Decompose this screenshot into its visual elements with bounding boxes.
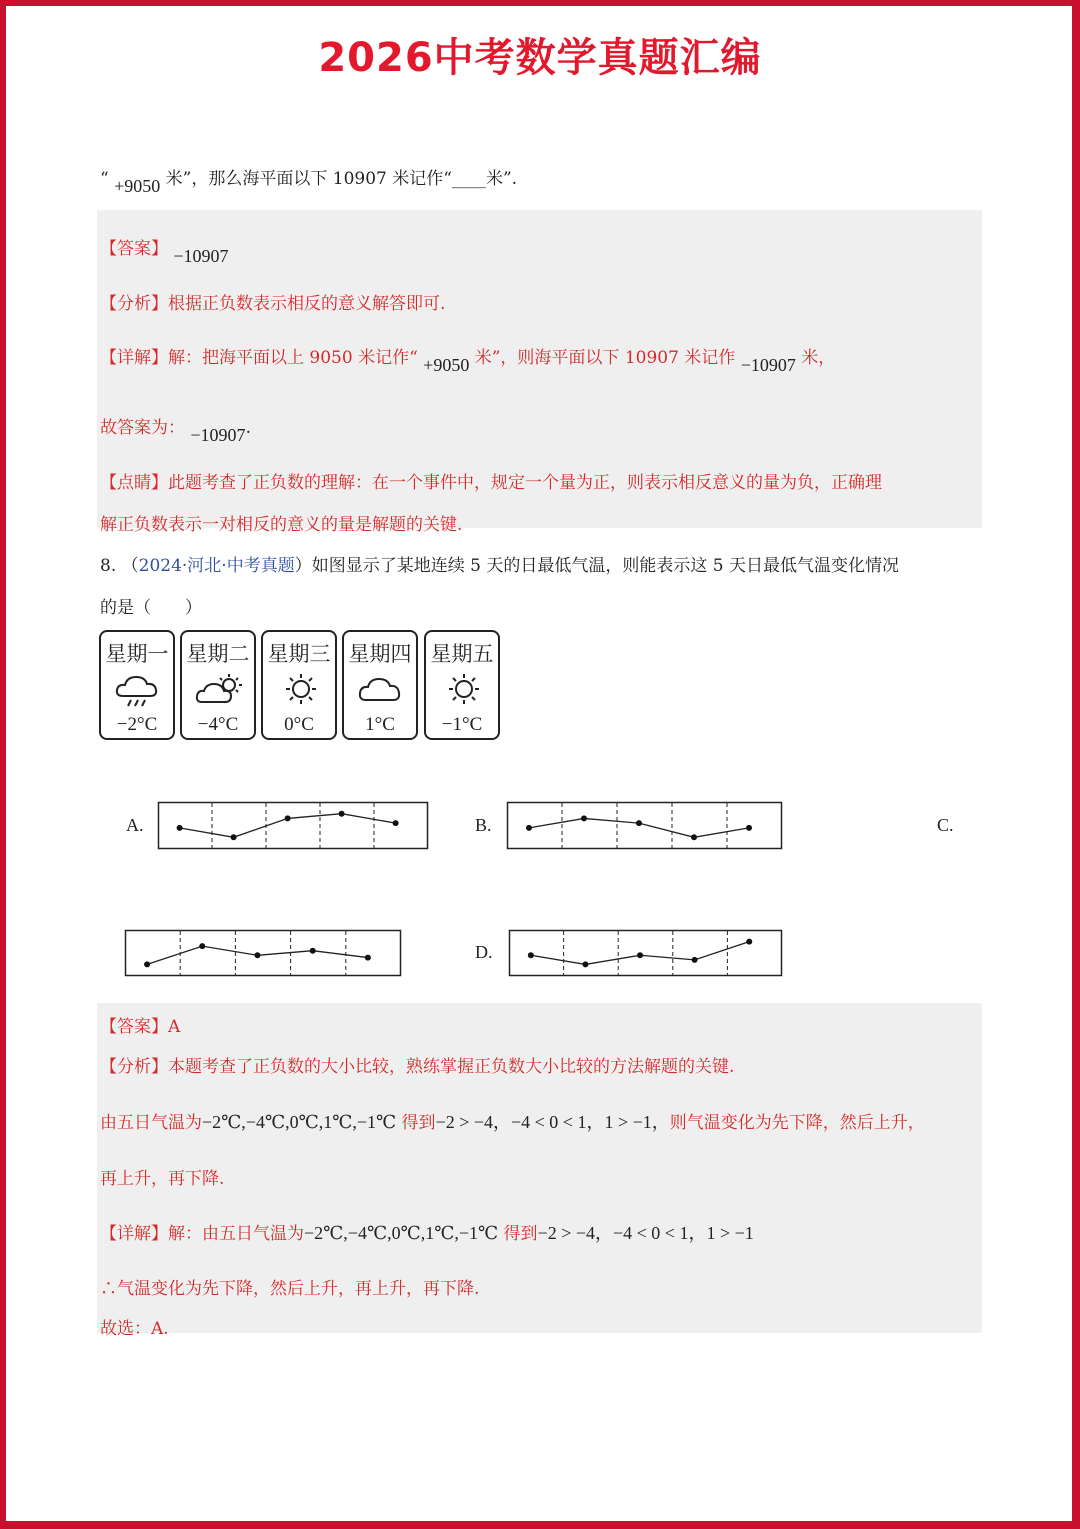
option-c-chart[interactable] <box>125 930 401 976</box>
chart-point <box>144 961 150 967</box>
q8-analysis <box>100 1052 734 1077</box>
weather-temp: 1°C <box>365 714 395 735</box>
detail-tag: 【详解】 <box>100 1224 168 1244</box>
chart-point <box>746 825 752 831</box>
chart-point <box>636 820 642 826</box>
chart-point <box>637 952 643 958</box>
weather-card <box>342 630 418 740</box>
q8-stem-line1 <box>100 551 899 576</box>
rain-cloud-icon <box>114 672 164 710</box>
chart-point <box>310 948 316 954</box>
weather-day: 星期二 <box>186 642 250 666</box>
weather-card <box>99 630 175 740</box>
detail-math-1: +9050 <box>423 355 470 375</box>
analysis-ineq: −2 > −4，−4 < 0 < 1，1 > −1， <box>435 1112 670 1132</box>
analysis-tag: 【分析】 <box>100 1057 168 1077</box>
analysis-temps: −2℃,−4℃,0℃,1℃,−1℃ <box>202 1112 397 1132</box>
q7-stem-open-quote: “ <box>100 169 109 189</box>
option-b-chart[interactable] <box>507 802 782 849</box>
q7-stem-text: 米”，那么海平面以下 10907 米记作“____米”. <box>165 169 518 189</box>
q8-source-close: ） <box>294 556 312 576</box>
analysis-tag: 【分析】 <box>100 294 168 314</box>
chart-point <box>526 825 532 831</box>
chart-point <box>691 834 697 840</box>
partly-cloudy-icon <box>195 672 245 710</box>
detail-tag: 【详解】 <box>100 348 168 368</box>
q8-stem-text: 如图显示了某地连续 5 天的日最低气温，则能表示这 5 天日最低气温变化情况 <box>311 556 899 576</box>
chart-frame <box>508 803 782 849</box>
conclusion-math: −10907 <box>190 425 246 445</box>
weather-day: 星期一 <box>105 642 169 666</box>
q7-comment-line1 <box>100 468 882 493</box>
analysis-text: 根据正负数表示相反的意义解答即可. <box>168 294 446 314</box>
analysis-pre: 由五日气温为 <box>100 1113 202 1133</box>
weather-temp: −2°C <box>116 714 158 735</box>
weather-temp: −4°C <box>197 714 239 735</box>
weather-card <box>180 630 256 740</box>
detail-text-2: 米”，则海平面以下 10907 米记作 <box>474 348 736 368</box>
q8-source: 2024·河北·中考真题 <box>138 556 295 576</box>
chart-point <box>177 825 183 831</box>
q7-answer <box>100 234 229 266</box>
weather-temp: −1°C <box>441 714 483 735</box>
q8-analysis-line3: 再上升，再下降. <box>100 1169 225 1189</box>
option-d-chart[interactable] <box>509 930 782 976</box>
chart-point <box>339 811 345 817</box>
detail-text-3: 米， <box>801 348 836 368</box>
chart-point <box>365 955 371 961</box>
answer-value: −10907 <box>173 246 229 266</box>
q8-detail-line3: 故选：A. <box>100 1319 169 1339</box>
cloud-icon <box>357 672 407 710</box>
detail-got: 得到 <box>503 1224 538 1244</box>
chart-frame <box>159 803 428 849</box>
page-title: 2026中考数学真题汇编 <box>318 35 762 81</box>
q8-analysis-line2 <box>100 1108 925 1134</box>
option-a-chart[interactable] <box>158 802 428 849</box>
answer-tag: 【答案】 <box>100 1017 168 1037</box>
weather-day: 星期五 <box>430 642 494 666</box>
sun-icon <box>276 672 326 710</box>
option-a-label[interactable]: A. <box>126 815 144 835</box>
comment-text-1: 此题考查了正负数的理解：在一个事件中，规定一个量为正，则表示相反意义的量为负，正确理 <box>168 473 882 493</box>
q7-detail <box>100 343 836 375</box>
q7-conclusion <box>100 413 251 445</box>
analysis-got: 得到 <box>401 1113 436 1133</box>
detail-temps: −2℃,−4℃,0℃,1℃,−1℃ <box>304 1223 499 1243</box>
weather-temp: 0°C <box>284 714 314 735</box>
q8-detail-line2: ∴气温变化为先下降，然后上升，再上升，再下降. <box>100 1279 480 1299</box>
chart-point <box>746 939 752 945</box>
q7-stem <box>100 164 518 196</box>
sun-icon <box>439 672 489 710</box>
conclusion-text: 故答案为： <box>100 418 185 438</box>
option-d-label[interactable]: D. <box>475 942 493 962</box>
detail-text-1: 解：把海平面以上 9050 米记作“ <box>168 348 418 368</box>
q7-stem-math: +9050 <box>114 176 161 196</box>
q7-comment-line2: 解正负数表示一对相反的意义的量是解题的关键. <box>100 515 463 535</box>
conclusion-end: . <box>245 418 251 438</box>
option-b-label[interactable]: B. <box>475 815 492 835</box>
analysis-post: 则气温变化为先下降，然后上升， <box>669 1113 925 1133</box>
chart-point <box>254 952 260 958</box>
q8-number: 8. <box>100 556 117 576</box>
chart-point <box>199 943 205 949</box>
weather-card <box>424 630 500 740</box>
weather-card <box>261 630 337 740</box>
chart-point <box>285 815 291 821</box>
chart-frame <box>510 931 782 976</box>
chart-point <box>393 820 399 826</box>
detail-ineq: −2 > −4，−4 < 0 < 1，1 > −1 <box>537 1223 754 1243</box>
q8-source-open: （ <box>121 556 139 576</box>
q8-answer <box>100 1012 180 1037</box>
chart-frame <box>126 931 401 976</box>
analysis-text: 本题考查了正负数的大小比较，熟练掌握正负数大小比较的方法解题的关键. <box>168 1057 735 1077</box>
option-c-label[interactable]: C. <box>937 815 954 835</box>
q8-stem-line2: 的是（ ） <box>100 598 202 618</box>
chart-point <box>582 961 588 967</box>
weather-day: 星期三 <box>267 642 331 666</box>
detail-pre: 解：由五日气温为 <box>168 1224 304 1244</box>
chart-point <box>231 834 237 840</box>
chart-point <box>692 957 698 963</box>
chart-point <box>581 815 587 821</box>
comment-tag: 【点睛】 <box>100 473 168 493</box>
chart-point <box>528 952 534 958</box>
answer-tag: 【答案】 <box>100 239 168 259</box>
answer-value: A <box>168 1017 181 1037</box>
weather-day: 星期四 <box>348 642 412 666</box>
q8-detail <box>100 1219 754 1245</box>
q7-analysis <box>100 289 445 314</box>
detail-math-2: −10907 <box>740 355 796 375</box>
